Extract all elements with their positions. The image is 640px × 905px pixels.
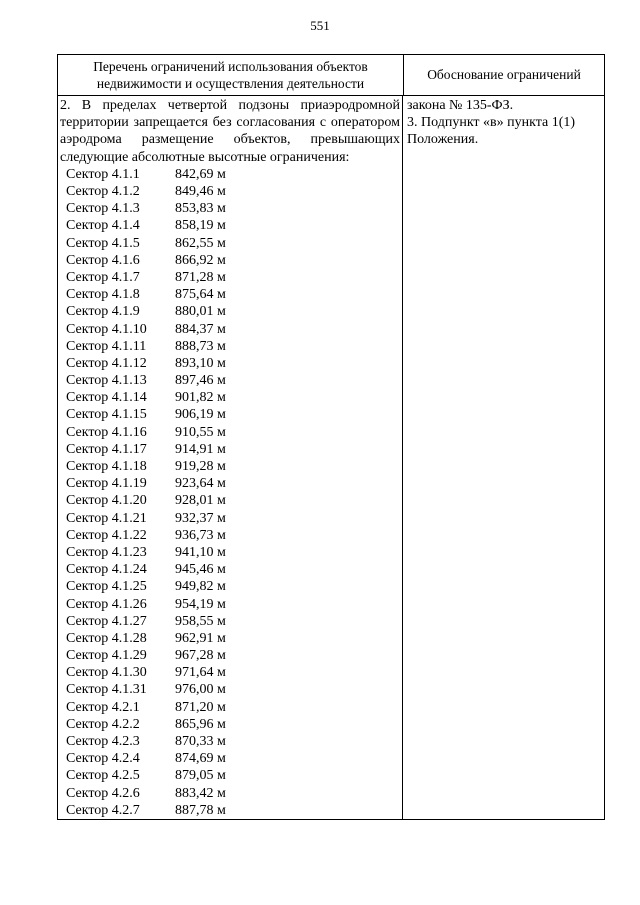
header-restrictions-list: Перечень ограничений использования объектов недвижимости и осуществления деятельности <box>58 55 404 95</box>
sector-row <box>60 166 400 183</box>
sector-name: Сектор 4.2.3 <box>66 734 140 749</box>
sector-name: Сектор 4.2.5 <box>66 768 140 784</box>
sector-name: Сектор 4.1.27 <box>66 613 147 629</box>
sector-row <box>60 613 400 630</box>
sector-height-value: 941,10 м <box>175 544 226 560</box>
sector-row <box>60 561 400 578</box>
sector-name: Сектор 4.1.25 <box>66 579 147 595</box>
sector-height-value: 858,19 м <box>175 218 226 234</box>
sector-height-value: 897,46 м <box>175 373 226 389</box>
sector-row <box>60 647 400 664</box>
sector-row <box>60 578 400 595</box>
sector-height-value: 883,42 м <box>175 785 226 801</box>
sector-row <box>60 252 400 269</box>
sector-height-value: 880,01 м <box>175 304 226 320</box>
sector-row <box>60 355 400 372</box>
sector-name: Сектор 4.1.19 <box>66 476 147 492</box>
sector-height-value: 932,37 м <box>175 510 226 526</box>
sector-height-value: 871,20 м <box>175 699 226 715</box>
sector-height-value: 906,19 м <box>175 407 226 423</box>
sector-height-value: 967,28 м <box>175 648 226 664</box>
sector-name: Сектор 4.1.6 <box>66 252 140 268</box>
sector-height-value: 949,82 м <box>175 579 226 595</box>
sector-height-value: 910,55 м <box>175 424 226 440</box>
sector-row <box>60 750 400 767</box>
sector-height-value: 879,05 м <box>175 768 226 784</box>
sector-row <box>60 269 400 286</box>
sector-row <box>60 767 400 784</box>
sector-height-value: 923,64 м <box>175 476 226 492</box>
sector-height-value: 870,33 м <box>175 734 226 749</box>
sector-name: Сектор 4.1.29 <box>66 648 147 664</box>
sector-row <box>60 235 400 252</box>
sector-name: Сектор 4.1.22 <box>66 527 147 543</box>
sector-height-value: 945,46 м <box>175 562 226 578</box>
sector-name: Сектор 4.1.16 <box>66 424 147 440</box>
sector-height-value: 853,83 м <box>175 201 226 217</box>
sector-name: Сектор 4.1.26 <box>66 596 147 612</box>
sector-height-value: 954,19 м <box>175 596 226 612</box>
sector-row <box>60 699 400 716</box>
sector-name: Сектор 4.1.18 <box>66 459 147 474</box>
sector-name: Сектор 4.1.12 <box>66 355 147 371</box>
sector-height-value: 901,82 м <box>175 390 226 406</box>
sector-name: Сектор 4.1.28 <box>66 630 147 646</box>
sector-row <box>60 664 400 681</box>
sector-height-value: 874,69 м <box>175 751 226 767</box>
sector-list <box>60 166 400 819</box>
sector-height-value: 919,28 м <box>175 459 226 474</box>
sector-name: Сектор 4.1.31 <box>66 682 147 698</box>
restrictions-column <box>58 96 403 819</box>
sector-name: Сектор 4.1.30 <box>66 665 147 681</box>
sector-height-value: 887,78 м <box>175 802 226 818</box>
sector-row <box>60 492 400 509</box>
sector-row <box>60 630 400 647</box>
sector-height-value: 871,28 м <box>175 269 226 285</box>
sector-name: Сектор 4.1.24 <box>66 562 147 578</box>
sector-row <box>60 716 400 733</box>
sector-name: Сектор 4.2.1 <box>66 699 140 715</box>
sector-row <box>60 303 400 320</box>
sector-height-value: 914,91 м <box>175 441 226 457</box>
sector-height-value: 888,73 м <box>175 338 226 354</box>
sector-row <box>60 733 400 750</box>
sector-row <box>60 406 400 423</box>
table-header <box>58 55 604 96</box>
sector-name: Сектор 4.2.6 <box>66 785 140 801</box>
sector-height-value: 875,64 м <box>175 287 226 303</box>
sector-name: Сектор 4.1.8 <box>66 287 140 303</box>
sector-name: Сектор 4.1.7 <box>66 269 140 285</box>
sector-row <box>60 183 400 200</box>
sector-height-value: 976,00 м <box>175 682 226 698</box>
sector-name: Сектор 4.2.7 <box>66 802 140 818</box>
sector-row <box>60 458 400 475</box>
sector-name: Сектор 4.1.13 <box>66 373 147 389</box>
sector-row <box>60 475 400 492</box>
sector-height-value: 866,92 м <box>175 252 226 268</box>
sector-name: Сектор 4.1.3 <box>66 201 140 217</box>
sector-row <box>60 785 400 802</box>
sector-row <box>60 424 400 441</box>
sector-row <box>60 338 400 355</box>
sector-name: Сектор 4.2.2 <box>66 716 140 732</box>
sector-name: Сектор 4.1.14 <box>66 390 147 406</box>
sector-row <box>60 596 400 613</box>
restrictions-table <box>57 54 605 820</box>
sector-name: Сектор 4.1.5 <box>66 235 140 251</box>
sector-row <box>60 510 400 527</box>
sector-name: Сектор 4.1.11 <box>66 338 147 354</box>
sector-row <box>60 200 400 217</box>
sector-name: Сектор 4.1.15 <box>66 407 147 423</box>
sector-row <box>60 441 400 458</box>
sector-row <box>60 372 400 389</box>
sector-name: Сектор 4.1.1 <box>66 166 140 182</box>
sector-row <box>60 286 400 303</box>
sector-height-value: 862,55 м <box>175 235 226 251</box>
sector-row <box>60 527 400 544</box>
sector-height-value: 958,55 м <box>175 613 226 629</box>
sector-name: Сектор 4.1.2 <box>66 184 140 199</box>
sector-height-value: 884,37 м <box>175 321 226 337</box>
sector-row <box>60 217 400 234</box>
sector-height-value: 893,10 м <box>175 355 226 371</box>
table-body-row <box>58 96 604 819</box>
page-number: 551 <box>310 18 330 33</box>
sector-row <box>60 544 400 561</box>
sector-row <box>60 802 400 819</box>
sector-name: Сектор 4.2.4 <box>66 751 140 767</box>
header-justification: Обоснование ограничений <box>427 67 581 82</box>
justification-line-2: 3. Подпункт «в» пункта 1(1) <box>407 115 576 131</box>
sector-height-value: 936,73 м <box>175 527 226 543</box>
justification-line-3: Положения. <box>407 132 479 148</box>
sector-height-value: 865,96 м <box>175 716 226 732</box>
sector-name: Сектор 4.1.9 <box>66 304 140 320</box>
sector-height-value: 928,01 м <box>175 493 226 509</box>
sector-name: Сектор 4.1.20 <box>66 493 147 509</box>
sector-height-value: 971,64 м <box>175 665 226 681</box>
sector-height-value: 842,69 м <box>175 166 226 182</box>
sector-height-value: 849,46 м <box>175 184 226 199</box>
sector-row <box>60 321 400 338</box>
sector-row <box>60 681 400 698</box>
sector-row <box>60 389 400 406</box>
justification-column <box>403 96 604 819</box>
justification-line-1: закона № 135-ФЗ. <box>407 98 514 113</box>
sector-height-value: 962,91 м <box>175 630 226 646</box>
sector-name: Сектор 4.1.4 <box>66 218 140 234</box>
restriction-paragraph: 2. В пределах четвертой подзоны приаэродромной территории запрещается без согласования с оператором аэродрома размещение объектов, превышающих следующие абсолютные высотные ограничения: <box>60 98 400 165</box>
sector-name: Сектор 4.1.23 <box>66 544 147 560</box>
sector-name: Сектор 4.1.17 <box>66 441 147 457</box>
sector-name: Сектор 4.1.10 <box>66 321 147 337</box>
sector-name: Сектор 4.1.21 <box>66 510 147 526</box>
